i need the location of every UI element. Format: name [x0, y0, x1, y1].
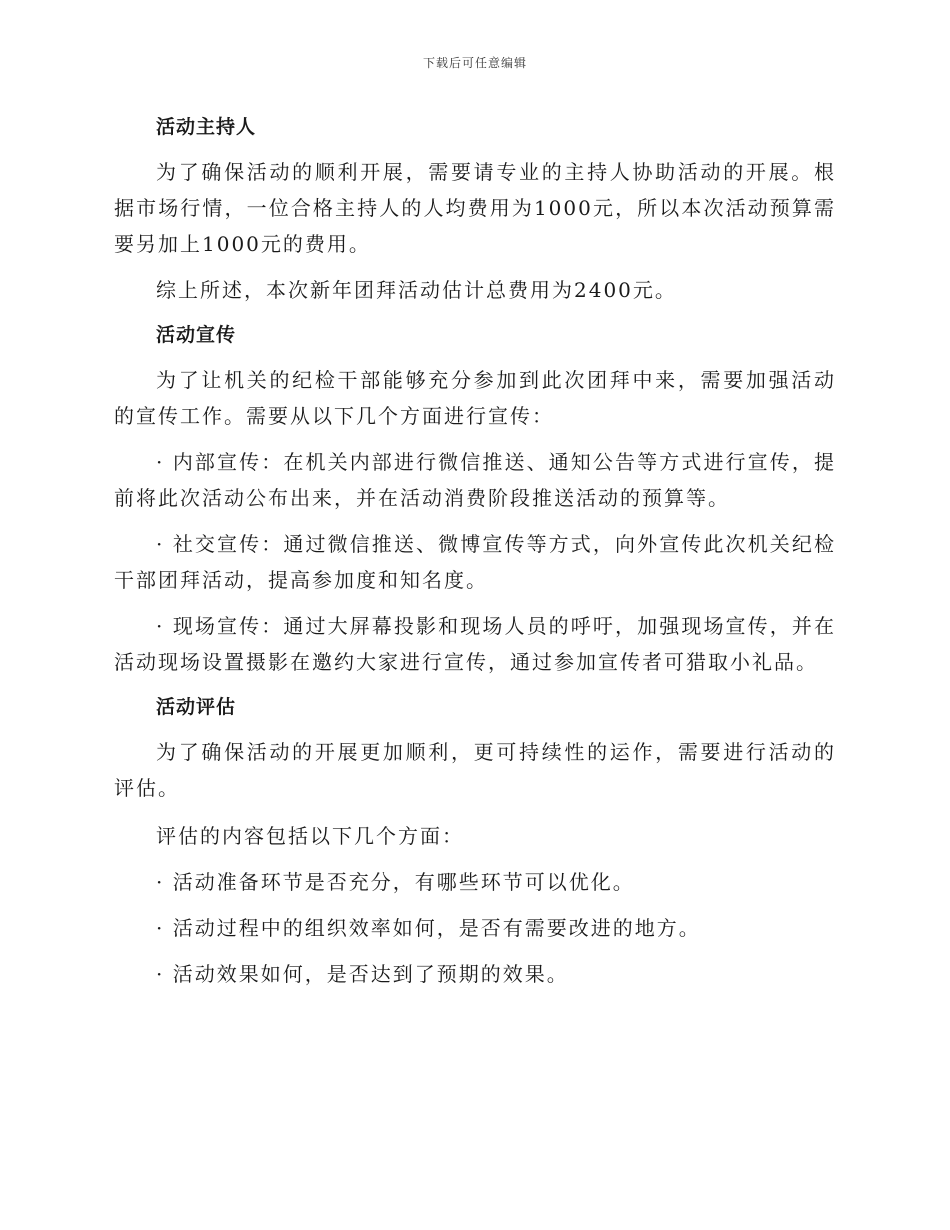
bullet-paragraph: · 内部宣传：在机关内部进行微信推送、通知公告等方式进行宣传，提前将此次活动公布出来，并在活动消费阶段推送活动的预算等。 — [114, 450, 836, 510]
paragraph: 评估的内容包括以下几个方面： — [156, 824, 464, 848]
section-heading-evaluation: 活动评估 — [156, 696, 237, 718]
paragraph: 综上所述，本次新年团拜活动估计总费用为2400元。 — [156, 278, 677, 302]
document-body — [114, 110, 836, 992]
paragraph: 为了确保活动的顺利开展，需要请专业的主持人协助活动的开展。根据市场行情，一位合格主持人的人均费用为1000元，所以本次活动预算需要另加上1000元的费用。 — [114, 160, 836, 256]
bullet-paragraph: · 活动过程中的组织效率如何，是否有需要改进的地方。 — [156, 916, 701, 940]
section-heading-promotion: 活动宣传 — [156, 324, 237, 346]
bullet-paragraph: · 社交宣传：通过微信推送、微博宣传等方式，向外宣传此次机关纪检干部团拜活动，提高参加度和知名度。 — [114, 532, 836, 592]
bullet-paragraph: · 现场宣传：通过大屏幕投影和现场人员的呼吁，加强现场宣传，并在活动现场设置摄影在邀约大家进行宣传，通过参加宣传者可猎取小礼品。 — [114, 614, 836, 674]
bullet-paragraph: · 活动准备环节是否充分，有哪些环节可以优化。 — [156, 870, 635, 894]
paragraph: 为了确保活动的开展更加顺利，更可持续性的运作，需要进行活动的评估。 — [114, 740, 836, 800]
page-header: 下载后可任意编辑 — [422, 56, 527, 70]
bullet-paragraph: · 活动效果如何，是否达到了预期的效果。 — [156, 962, 569, 986]
section-heading-host: 活动主持人 — [156, 116, 257, 138]
paragraph: 为了让机关的纪检干部能够充分参加到此次团拜中来，需要加强活动的宣传工作。需要从以下几个方面进行宣传： — [114, 368, 836, 428]
